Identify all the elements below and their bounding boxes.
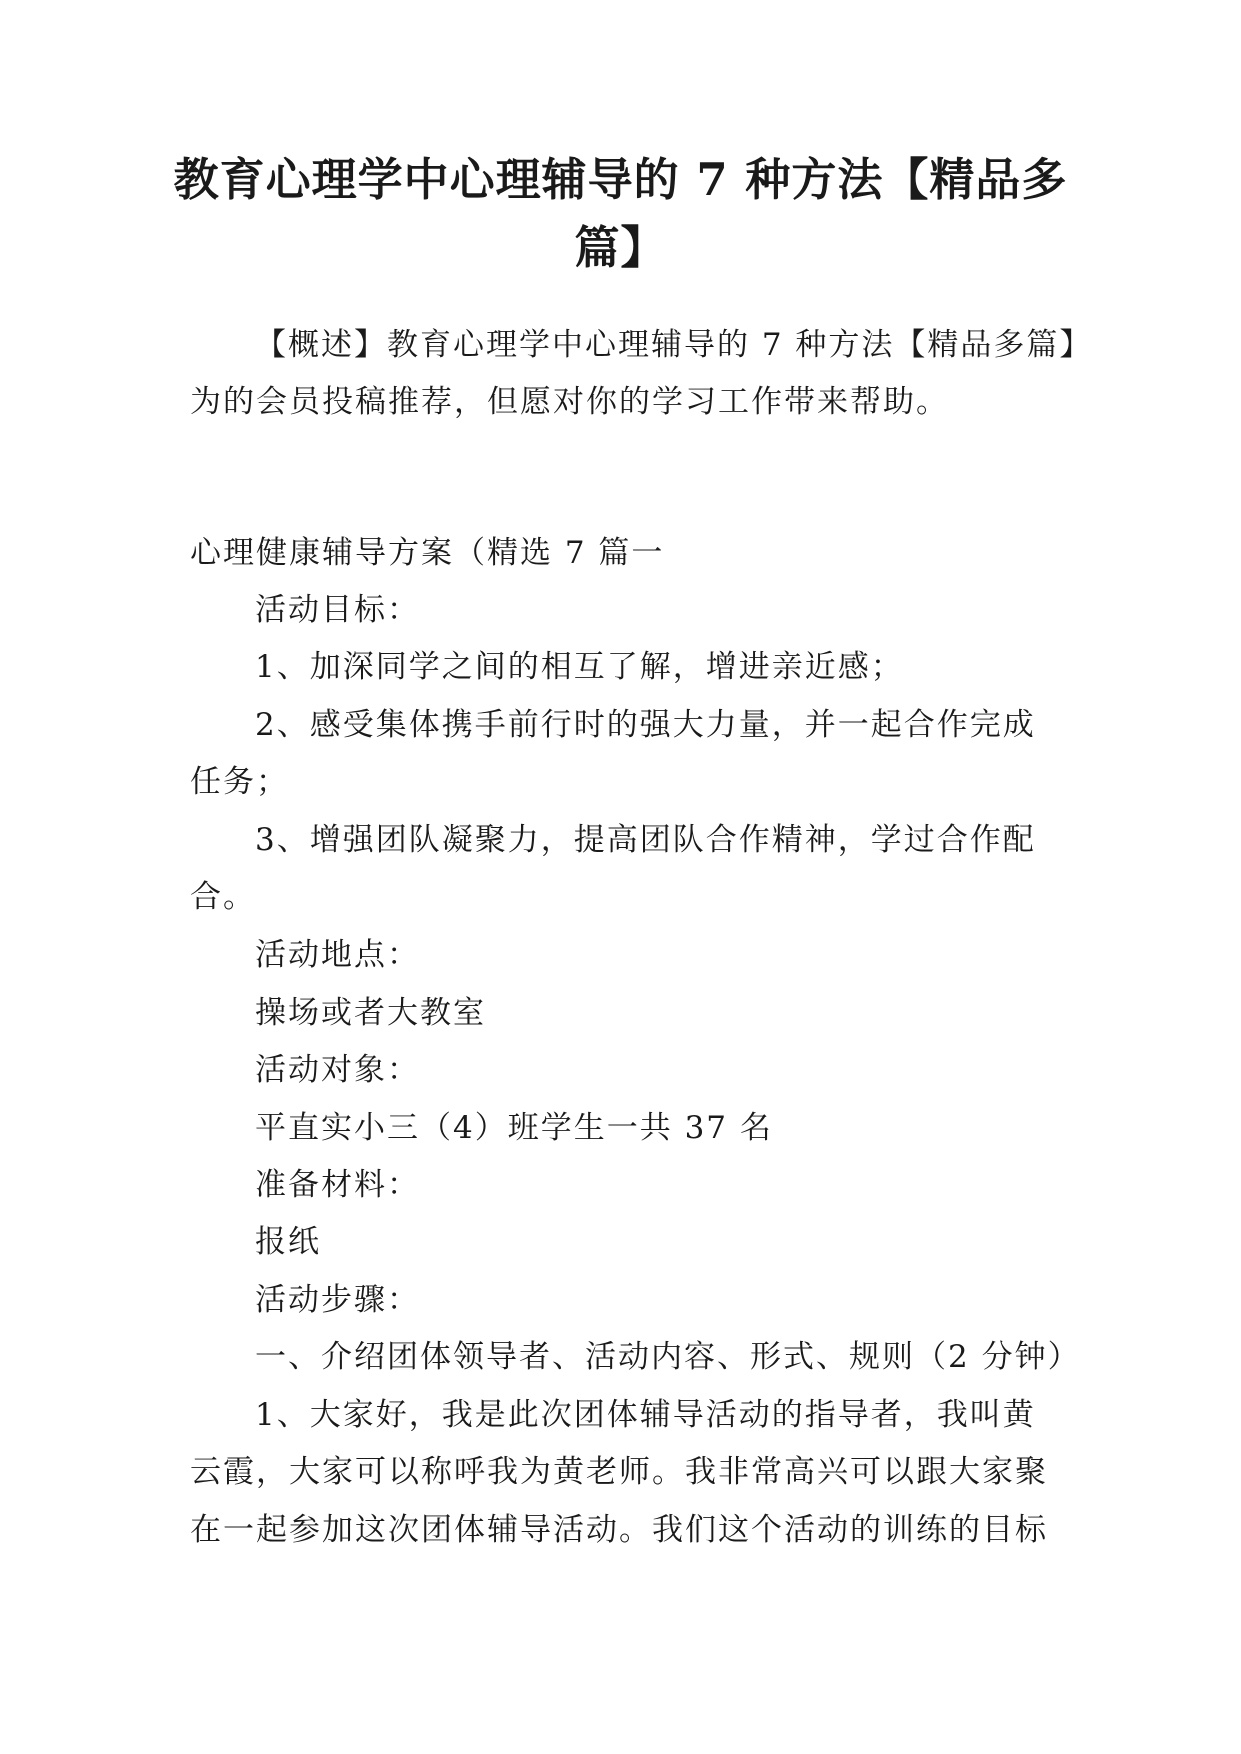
paragraph-line-3: 在一起参加这次团体辅导活动。我们这个活动的训练的目标: [190, 1512, 1048, 1548]
summary-line-2: 为的会员投稿推荐，但愿对你的学习工作带来帮助。: [190, 384, 949, 420]
step-1-heading: 一、介绍团体领导者、活动内容、形式、规则（2 分钟）: [255, 1339, 1081, 1375]
activity-place-value: 操场或者大教室: [255, 995, 486, 1031]
paragraph-line-2: 云霞，大家可以称呼我为黄老师。我非常高兴可以跟大家聚: [190, 1454, 1048, 1490]
activity-target-label: 活动对象：: [255, 1052, 420, 1088]
section-heading: 心理健康辅导方案（精选 7 篇一: [190, 535, 665, 571]
document-title-line-1: 教育心理学中心理辅导的 7 种方法【精品多: [173, 153, 1068, 206]
activity-place-label: 活动地点：: [255, 937, 420, 973]
paragraph-line-1: 1、大家好，我是此次团体辅导活动的指导者，我叫黄: [255, 1397, 1036, 1433]
activity-steps-label: 活动步骤：: [255, 1282, 420, 1318]
goal-item-2: 2、感受集体携手前行时的强大力量，并一起合作完成: [255, 707, 1036, 743]
goal-item-3-cont: 合。: [190, 879, 256, 915]
activity-goal-label: 活动目标：: [255, 592, 420, 628]
activity-target-value: 平直实小三（4）班学生一共 37 名: [255, 1110, 773, 1146]
materials-label: 准备材料：: [255, 1167, 420, 1203]
summary-line-1: 【概述】教育心理学中心理辅导的 7 种方法【精品多篇】: [255, 327, 1093, 363]
goal-item-1: 1、加深同学之间的相互了解，增进亲近感；: [255, 649, 904, 685]
materials-value: 报纸: [255, 1224, 321, 1260]
goal-item-3: 3、增强团队凝聚力，提高团队合作精神，学过合作配: [255, 822, 1036, 858]
goal-item-2-cont: 任务；: [190, 764, 289, 800]
document-title-line-2: 篇】: [574, 221, 667, 274]
